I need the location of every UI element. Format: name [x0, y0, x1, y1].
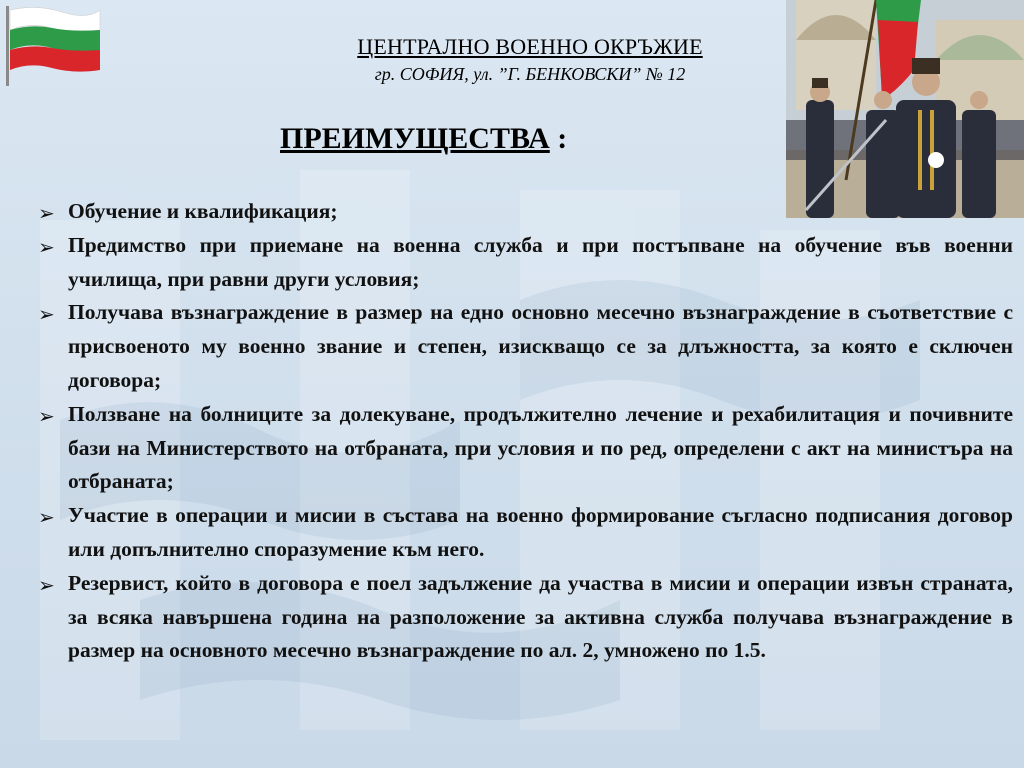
- arrow-bullet-icon: ➢: [38, 234, 55, 259]
- list-item-text: Предимство при приемане на военна служба и при постъпване на обучение във военни училища, при равни други условия;: [68, 232, 1013, 291]
- organization-address: гр. СОФИЯ, ул. ”Г. БЕНКОВСКИ” № 12: [374, 64, 686, 84]
- list-item: [38, 499, 1013, 567]
- organization-header: [280, 34, 780, 86]
- arrow-bullet-icon: ➢: [38, 572, 55, 597]
- arrow-bullet-icon: ➢: [38, 505, 55, 530]
- bulgarian-flag-icon: [2, 2, 102, 86]
- list-item-text: Ползване на болниците за долекуване, продължително лечение и рехабилитация и почивните бази на Министерството на отбраната, при условия и по ред, определени с акт на министъра на отбраната;: [68, 401, 1013, 494]
- list-item-text: Получава възнаграждение в размер на едно основно месечно възнаграждение в съответствие с присвоеното му военно звание и степен, изискващо се за длъжността, за която е сключен договора;: [68, 300, 1013, 392]
- organization-title: ЦЕНТРАЛНО ВОЕННО ОКРЪЖИЕ: [357, 34, 703, 59]
- list-item-text: Обучение и квалификация;: [68, 199, 338, 223]
- list-item: [38, 398, 1013, 499]
- arrow-bullet-icon: ➢: [38, 403, 55, 428]
- list-item-text: Резервист, който в договора е поел задължение да участва в мисии и операции извън страната, за всяка навършена година на разположение за активна служба получава възнаграждение в размер на основното месечно възнаграждение по ал. 2, умножено по 1.5.: [68, 570, 1013, 663]
- benefits-list: [38, 195, 1013, 668]
- list-item: [38, 296, 1013, 397]
- honor-guard-photo: [786, 0, 1024, 218]
- arrow-bullet-icon: ➢: [38, 201, 55, 225]
- section-title: [280, 122, 567, 156]
- list-item: [38, 567, 1013, 668]
- list-item-text: Участие в операции и мисии в състава на военно формирование съгласно подписания договор или допълнително споразумение към него.: [68, 503, 1013, 561]
- list-item: [38, 229, 1013, 297]
- arrow-bullet-icon: ➢: [38, 302, 55, 327]
- list-item: [38, 195, 1013, 229]
- section-title-suffix: :: [549, 122, 568, 155]
- section-title-text: ПРЕИМУЩЕСТВА: [280, 122, 550, 155]
